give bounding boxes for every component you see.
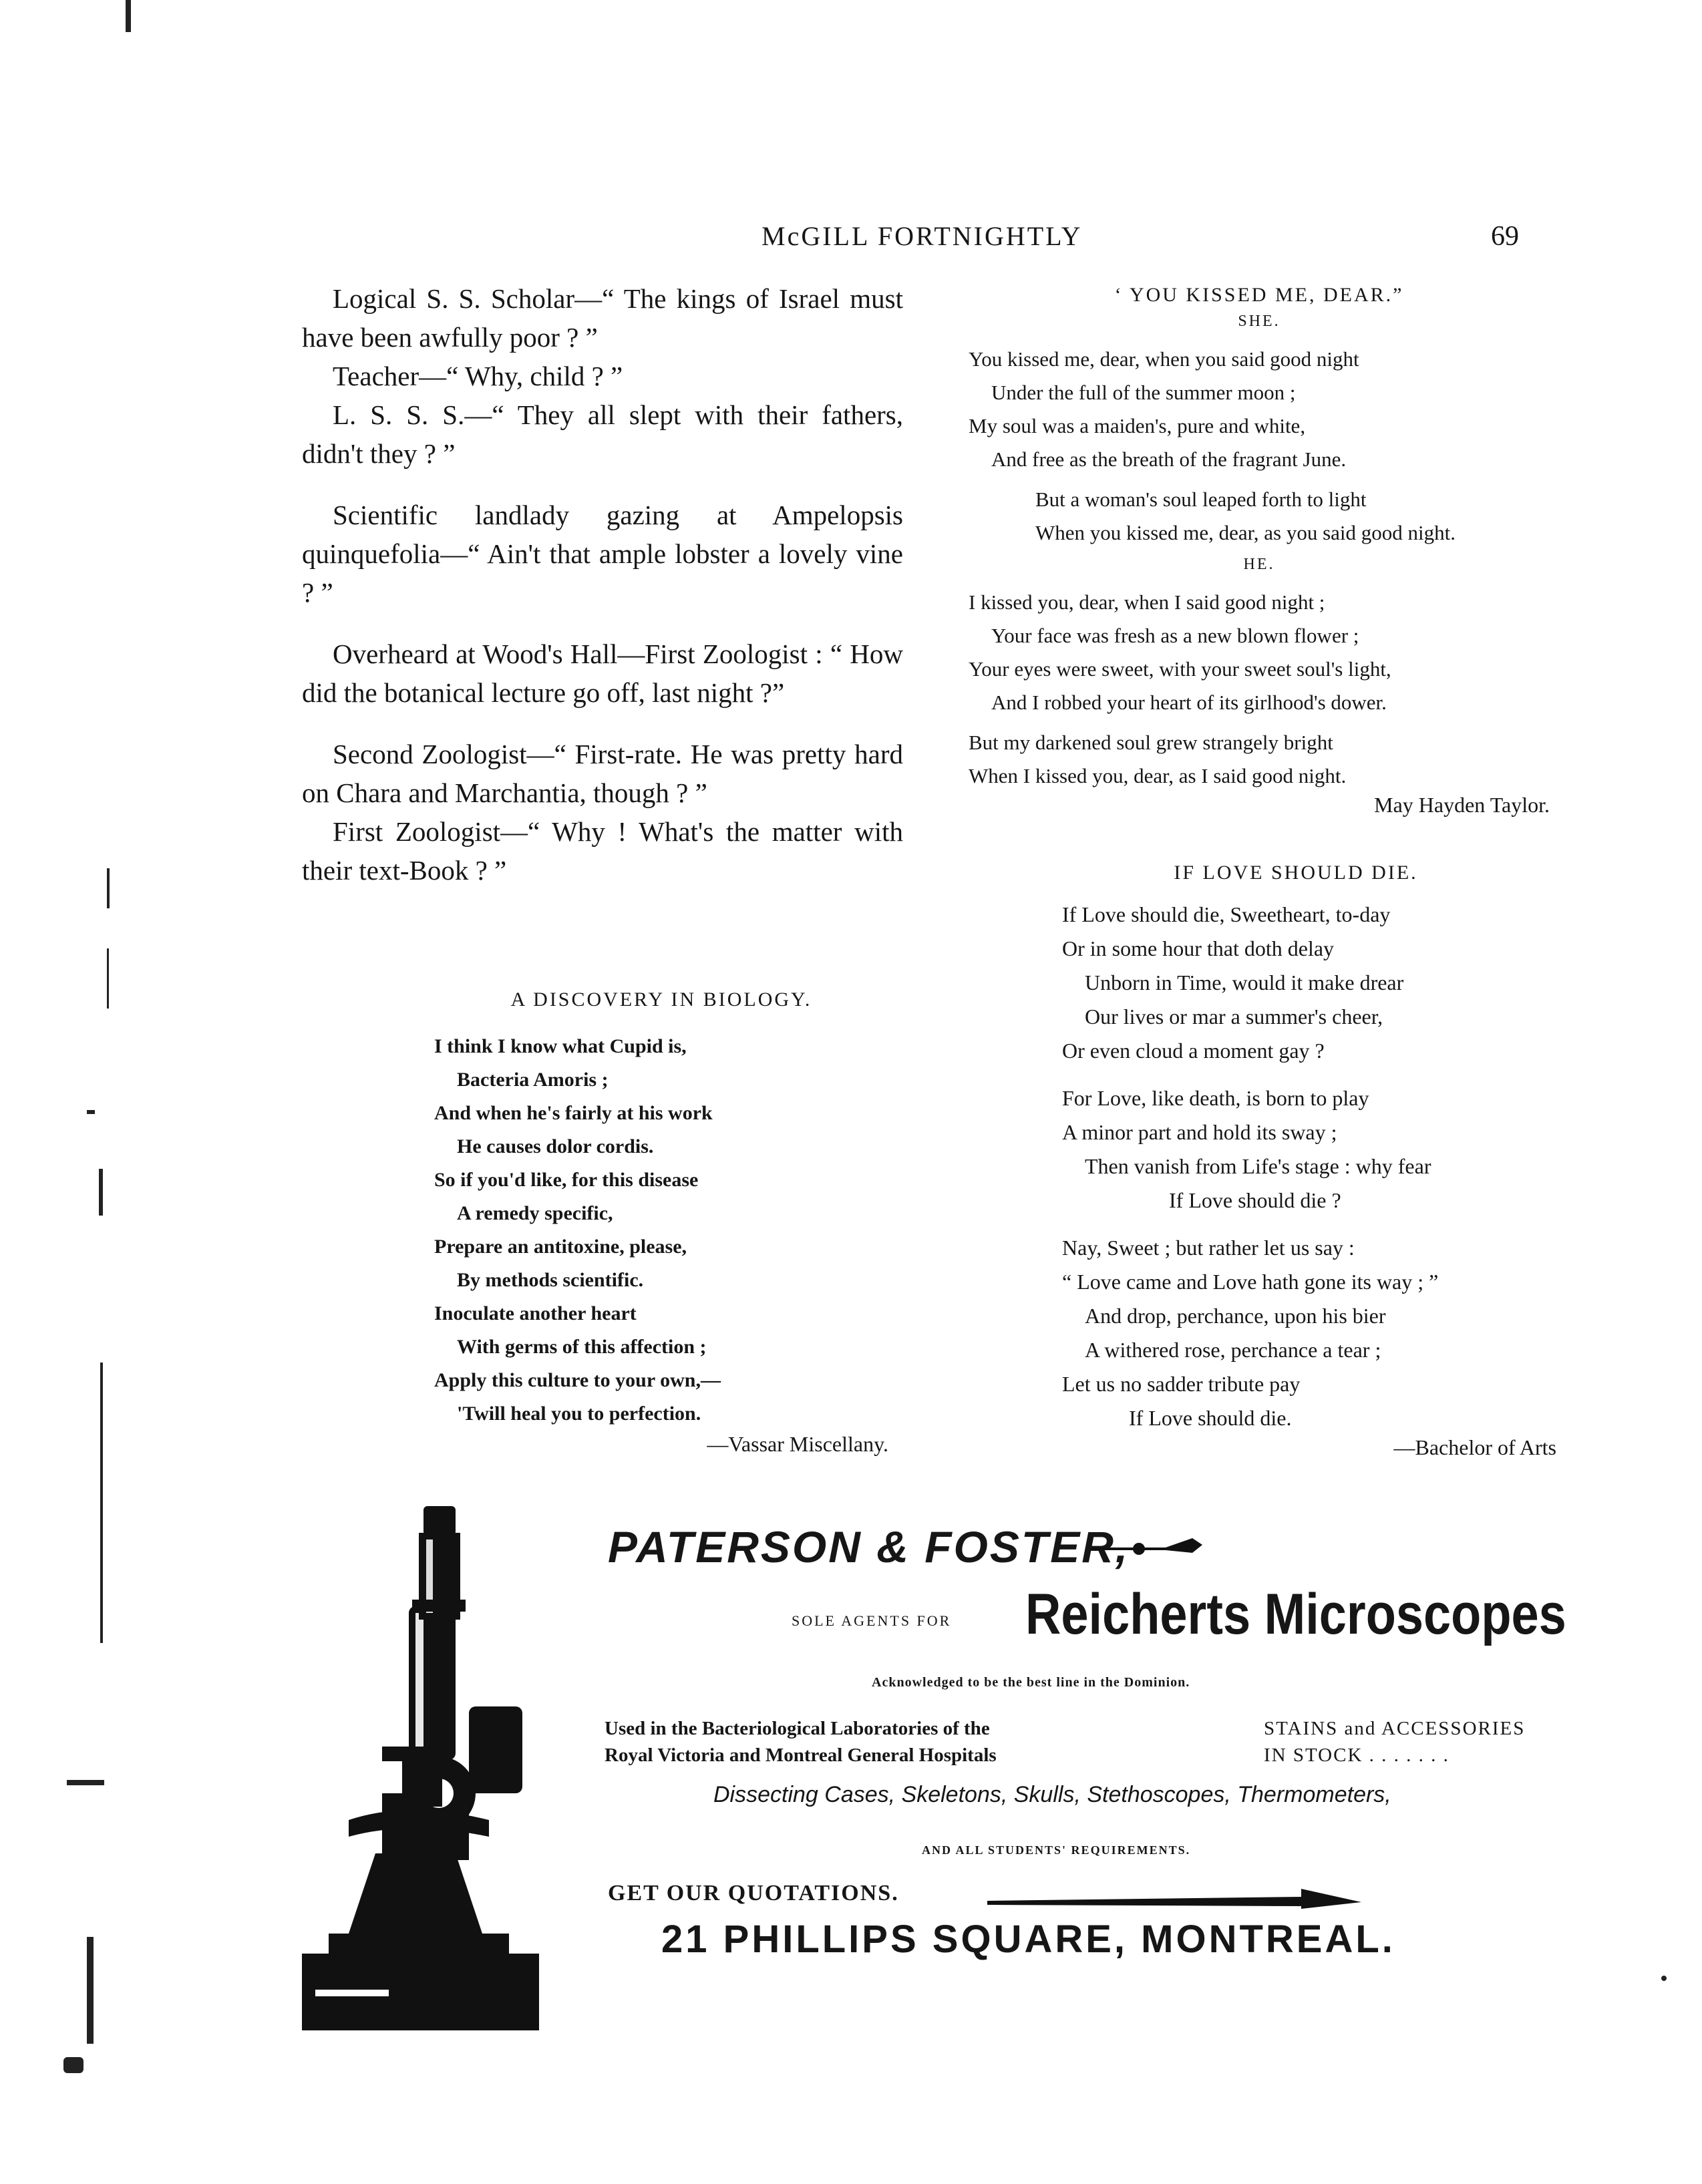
quotations-callout: GET OUR QUOTATIONS. [608,1881,899,1905]
love-poem-stanzas [1062,898,1530,1435]
poem-line: Then vanish from Life's stage : why fear [1085,1154,1431,1178]
poem-line: Under the full of the summer moon ; [991,381,1296,404]
scan-artifact [107,948,109,1009]
love-poem-title: IF LOVE SHOULD DIE. [1174,862,1418,884]
poem-line: Your eyes were sweet, with your sweet soul's light, [969,657,1391,681]
used-in-line: Used in the Bacteriological Laboratories of the [605,1718,990,1739]
discovery-poem [434,988,888,1457]
poem-line: A remedy specific, [457,1202,613,1224]
poem-line: Unborn in Time, would it make drear [1085,970,1404,994]
poem-stanza [969,483,1550,550]
poem-line: Bacteria Amoris ; [457,1069,609,1091]
sole-agents-label: SOLE AGENTS FOR [792,1612,952,1629]
poem-stanza [969,343,1550,476]
poem-line: But a woman's soul leaped forth to light [1035,488,1367,511]
anecdote-paragraph: First Zoologist—“ Why ! What's the matter with their text-Book ? ” [302,816,903,886]
poem-line: “ Love came and Love hath gone its way ; ” [1062,1270,1439,1294]
poem-line: So if you'd like, for this disease [434,1169,699,1191]
poem-line: If Love should die, Sweetheart, to-day [1062,902,1391,926]
poem-line: My soul was a maiden's, pure and white, [969,414,1306,437]
poem-line: Apply this culture to your own,— [434,1369,721,1391]
poem-line: I kissed you, dear, when I said good night ; [969,590,1325,614]
poem-line: You kissed me, dear, when you said good night [969,347,1359,371]
kissed-poem-signature: May Hayden Taylor. [1374,793,1550,817]
kissed-poem [969,284,1550,817]
poem-stanza [969,726,1550,793]
poem-line: Or even cloud a moment gay ? [1062,1039,1325,1063]
scan-artifact [87,1110,95,1114]
poem-stanza [1062,1231,1530,1435]
product-name: Reicherts Microscopes [1025,1582,1566,1646]
poem-line: When I kissed you, dear, as I said good night. [969,764,1347,787]
discovery-poem-lines [434,1030,888,1431]
used-in-line: Royal Victoria and Montreal General Hospitals [605,1745,997,1766]
anecdote-paragraph: Logical S. S. Scholar—“ The kings of Israel must have been awfully poor ? ” [302,283,903,353]
poem-line: Nay, Sweet ; but rather let us say : [1062,1236,1355,1260]
poem-line: Or in some hour that doth delay [1062,936,1335,960]
poem-line: Prepare an antitoxine, please, [434,1236,687,1258]
poem-line: By methods scientific. [457,1269,644,1291]
anecdote-paragraph: Second Zoologist—“ First-rate. He was pretty hard on Chara and Marchantia, though ? ” [302,739,903,808]
poem-line: And when he's fairly at his work [434,1102,713,1124]
poem-line: A minor part and hold its sway ; [1062,1120,1337,1144]
advertiser-name: PATERSON & FOSTER, [608,1522,1130,1572]
discovery-poem-signature: —Vassar Miscellany. [707,1432,888,1456]
poem-stanza [1062,898,1530,1068]
poem-line: I think I know what Cupid is, [434,1035,687,1057]
scan-artifact [87,1937,94,2044]
poem-line: Inoculate another heart [434,1302,637,1324]
all-requirements: AND ALL STUDENTS' REQUIREMENTS. [922,1843,1191,1857]
stains-lines [1264,1715,1584,1769]
he-stanzas [969,586,1550,793]
hand-pointer-icon [1092,1533,1202,1560]
scan-artifact [126,0,131,32]
poem-line: He causes dolor cordis. [457,1135,654,1157]
anecdote-paragraph: Overheard at Wood's Hall—First Zoologist : “ How did the botanical lecture go off, last night ?” [302,639,903,708]
love-poem [1062,862,1556,1460]
goods-list: Dissecting Cases, Skeletons, Skulls, Stethoscopes, Thermometers, [713,1782,1391,1807]
poem-stanza [969,586,1550,719]
anecdote-paragraph: Teacher—“ Why, child ? ” [333,361,623,391]
poem-line: But my darkened soul grew strangely bright [969,731,1333,754]
anecdote-paragraph: L. S. S. S.—“ They all slept with their fathers, didn't they ? ” [302,399,903,469]
poem-line: If Love should die. [1129,1406,1292,1430]
poem-line: With germs of this affection ; [457,1336,707,1358]
acknowledged-line: Acknowledged to be the best line in the Dominion. [872,1675,1190,1690]
he-label: HE. [1243,556,1275,573]
poem-line: If Love should die ? [1169,1188,1341,1212]
poem-line: And drop, perchance, upon his bier [1085,1304,1386,1328]
kissed-poem-title: ‘ YOU KISSED ME, DEAR.” [1114,284,1404,306]
scan-artifact [100,1362,103,1643]
poem-line: 'Twill heal you to perfection. [457,1403,701,1425]
page-number: 69 [1491,221,1519,252]
stains-line: IN STOCK . . . . . . . [1264,1745,1450,1766]
poem-line: And I robbed your heart of its girlhood's dower. [991,691,1387,714]
scan-artifact [1661,1976,1667,1981]
poem-line: Our lives or mar a summer's cheer, [1085,1005,1383,1029]
journal-title: McGILL FORTNIGHTLY [761,221,1083,251]
discovery-poem-title: A DISCOVERY IN BIOLOGY. [510,988,812,1011]
store-address: 21 PHILLIPS SQUARE, MONTREAL. [661,1918,1395,1961]
stains-line: STAINS and ACCESSORIES [1264,1718,1526,1739]
poem-line: When you kissed me, dear, as you said good night. [1035,521,1456,544]
scan-artifact [63,2057,83,2073]
poem-line: And free as the breath of the fragrant June. [991,447,1347,471]
pointer-bar [987,1889,1361,1909]
microscope-illustration [302,1506,539,2030]
scan-artifact [107,868,110,908]
poem-line: Let us no sadder tribute pay [1062,1372,1301,1396]
love-poem-signature: —Bachelor of Arts [1393,1435,1556,1459]
poem-stanza [1062,1081,1530,1218]
she-stanzas [969,343,1550,550]
poem-line: A withered rose, perchance a tear ; [1085,1338,1381,1362]
humor-column [302,279,903,890]
used-in-lines [605,1715,1152,1769]
scan-artifact [99,1169,103,1216]
poem-line: For Love, like death, is born to play [1062,1086,1369,1110]
poem-line: Your face was fresh as a new blown flower ; [991,624,1359,647]
anecdote-paragraph: Scientific landlady gazing at Ampelopsis quinquefolia—“ Ain't that ample lobster a lovely vine ? ” [302,500,903,608]
scan-artifact [67,1780,104,1785]
she-label: SHE. [1238,313,1281,330]
running-head [0,220,1702,260]
